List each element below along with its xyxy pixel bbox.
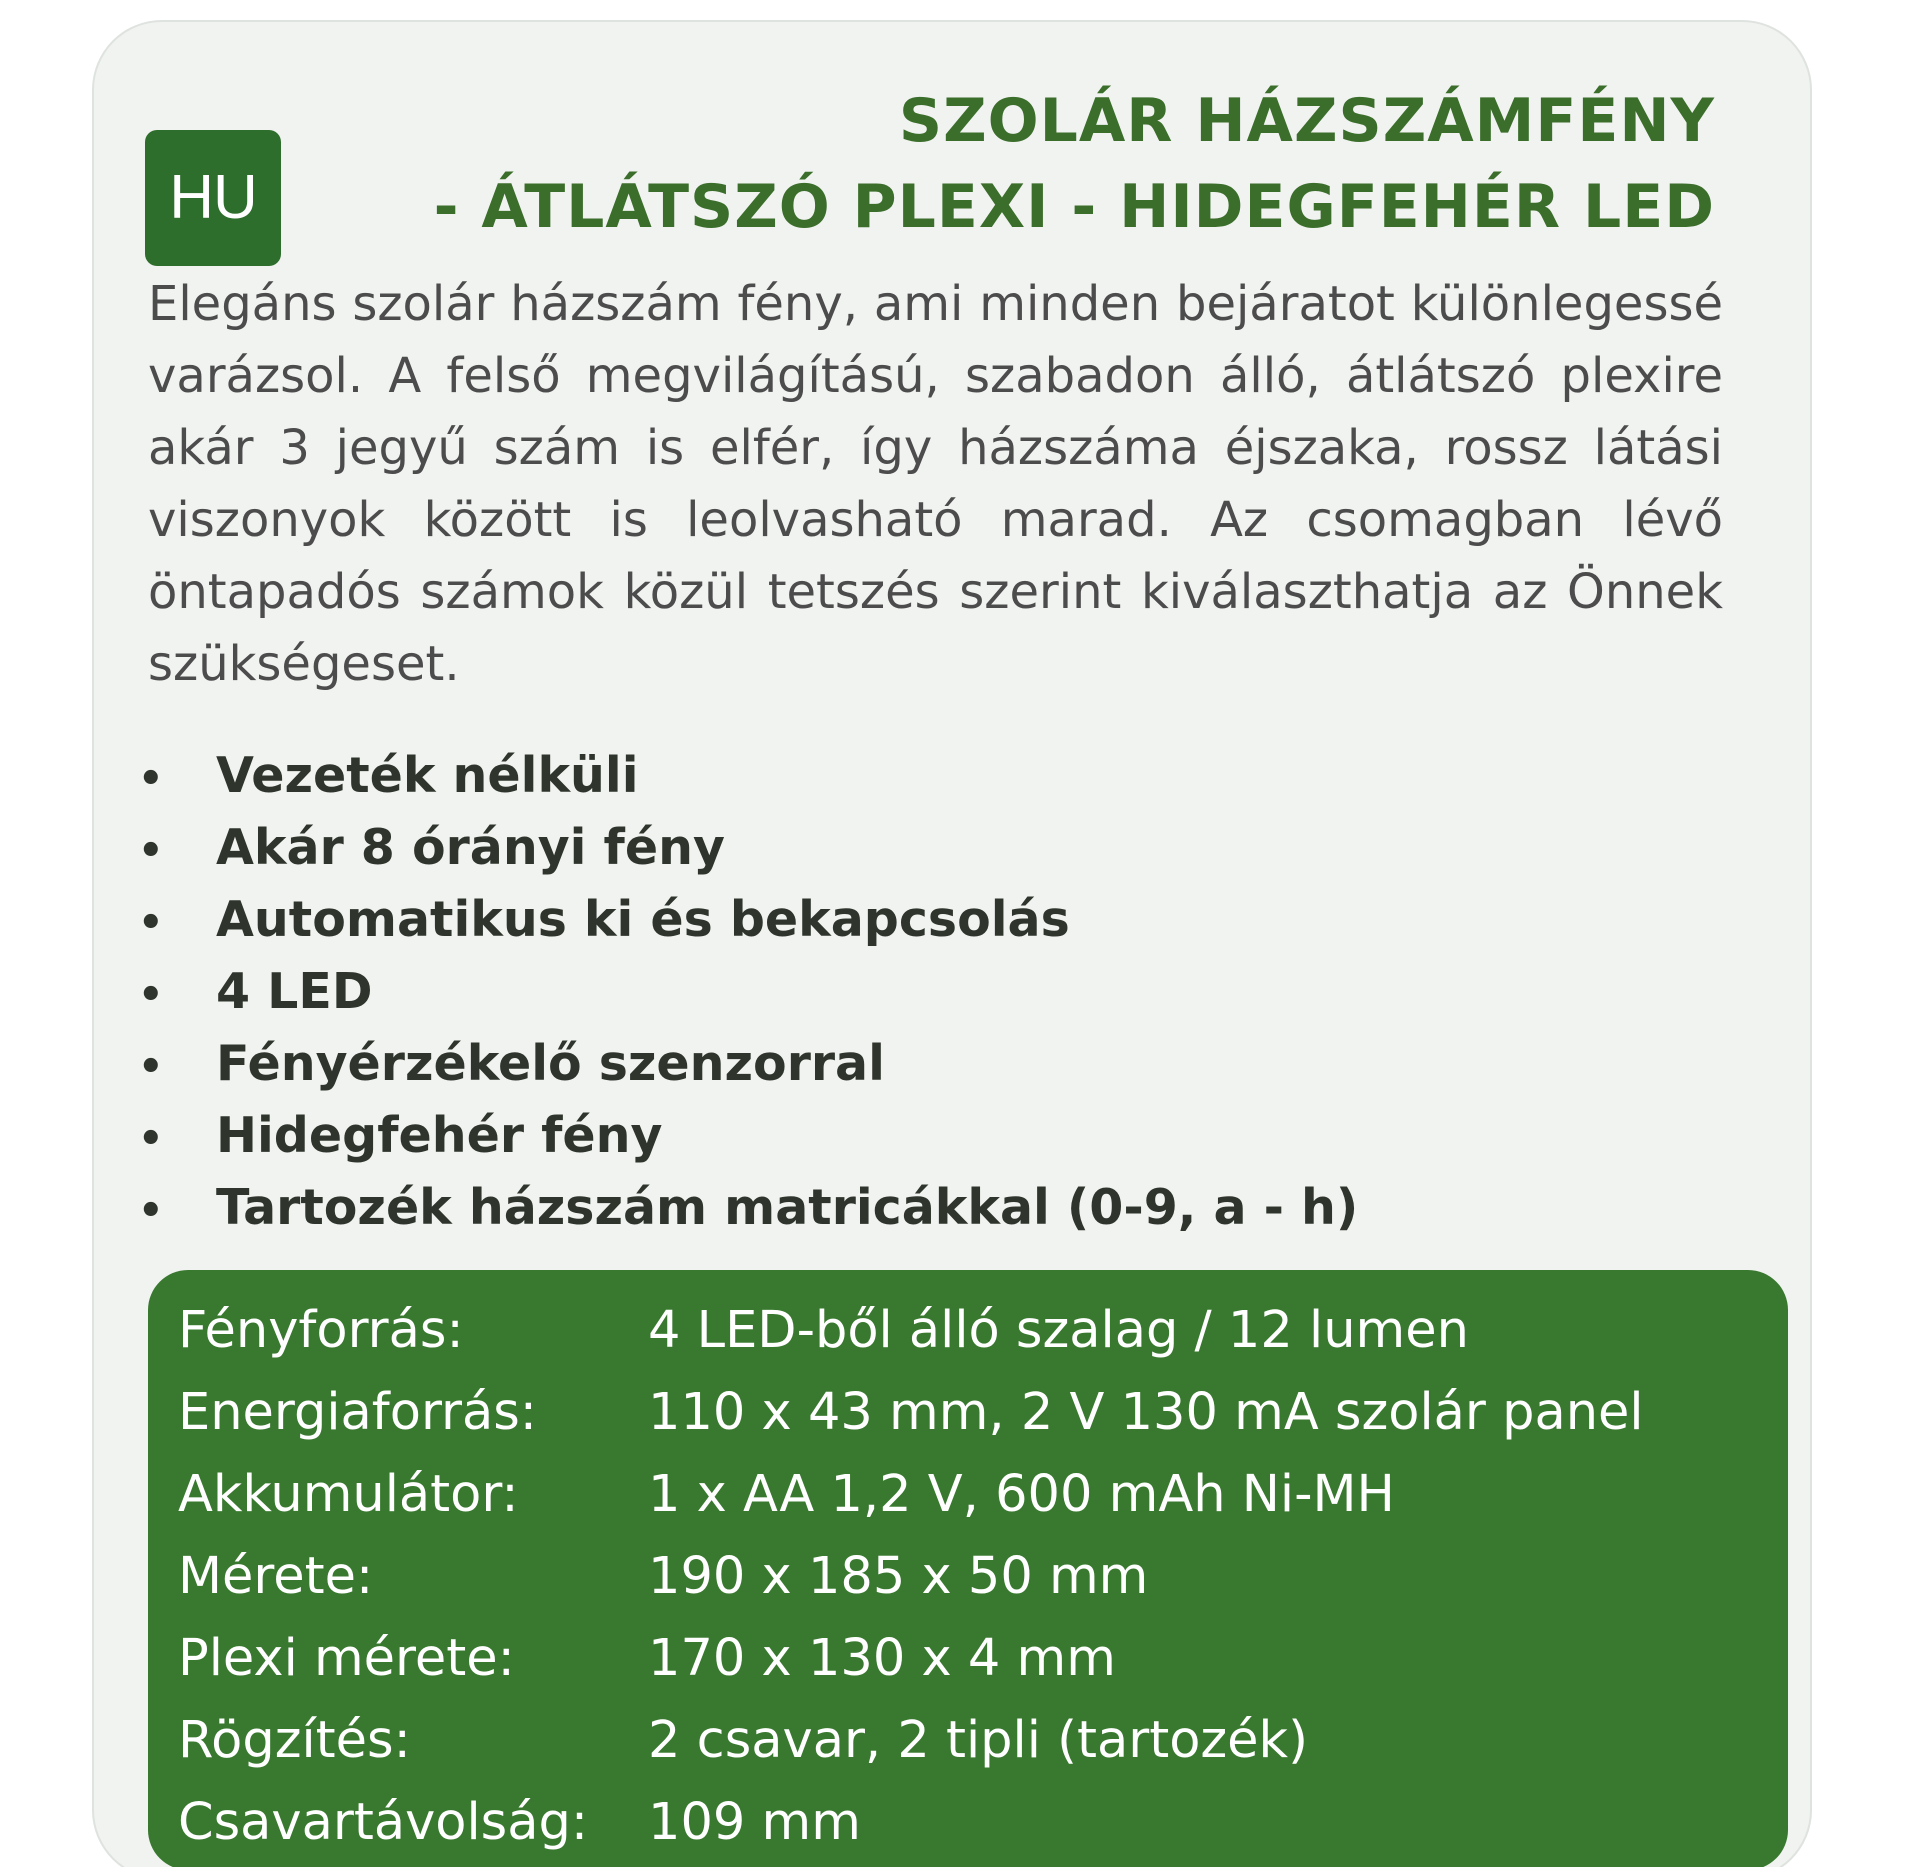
bullet-icon: • [138,972,164,1018]
language-badge: HU [145,130,281,266]
feature-item [138,1172,1358,1244]
specifications-box [148,1270,1788,1867]
spec-label: Rögzítés: [178,1711,411,1770]
spec-value: 1 x AA 1,2 V, 600 mAh Ni-MH [648,1465,1395,1524]
spec-label: Mérete: [178,1547,374,1606]
spec-label: Energiaforrás: [178,1383,537,1442]
bullet-icon: • [138,828,164,874]
feature-text: Vezeték nélküli [216,747,639,804]
bullet-icon: • [138,1116,164,1162]
title-line-1: SZOLÁR HÁZSZÁMFÉNY [898,86,1715,156]
feature-text: Automatikus ki és bekapcsolás [216,891,1070,948]
feature-text: Akár 8 órányi fény [216,819,725,876]
feature-item [138,812,1358,884]
feature-item [138,740,1358,812]
feature-item [138,956,1358,1028]
spec-label: Fényforrás: [178,1301,464,1360]
feature-item [138,884,1358,956]
title-line-2: - ÁTLÁTSZÓ PLEXI - HIDEGFEHÉR LED [433,172,1715,242]
spec-label: Csavartávolság: [178,1793,589,1852]
spec-value: 170 x 130 x 4 mm [648,1629,1116,1688]
feature-text: Hidegfehér fény [216,1107,663,1164]
spec-value: 109 mm [648,1793,861,1852]
spec-label: Plexi mérete: [178,1629,515,1688]
product-title [315,78,1715,250]
feature-item [138,1028,1358,1100]
feature-text: Tartozék házszám matricákkal (0-9, a - h) [216,1179,1359,1236]
spec-value: 190 x 185 x 50 mm [648,1547,1149,1606]
feature-text: Fényérzékelő szenzorral [216,1035,885,1092]
spec-value: 110 x 43 mm, 2 V 130 mA szolár panel [648,1383,1644,1442]
spec-label: Akkumulátor: [178,1465,519,1524]
feature-list [138,740,1358,1244]
spec-value: 2 csavar, 2 tipli (tartozék) [648,1711,1308,1770]
product-description: Elegáns szolár házszám fény, ami minden bejáratot különlegessé varázsol. A felső megvilágítású, szabadon álló, átlátszó plexire akár 3 jegyű szám is elfér, így házszáma éjszaka, rossz látási viszonyok között is leolvasható marad. Az csomagban lévő öntapadós számok közül tetszés szerint kiválaszthatja az Önnek szükségeset. [148,276,1723,692]
spec-value: 4 LED-ből álló szalag / 12 lumen [648,1301,1469,1360]
bullet-icon: • [138,900,164,946]
feature-text: 4 LED [216,963,373,1020]
bullet-icon: • [138,1188,164,1234]
bullet-icon: • [138,1044,164,1090]
bullet-icon: • [138,756,164,802]
feature-item [138,1100,1358,1172]
